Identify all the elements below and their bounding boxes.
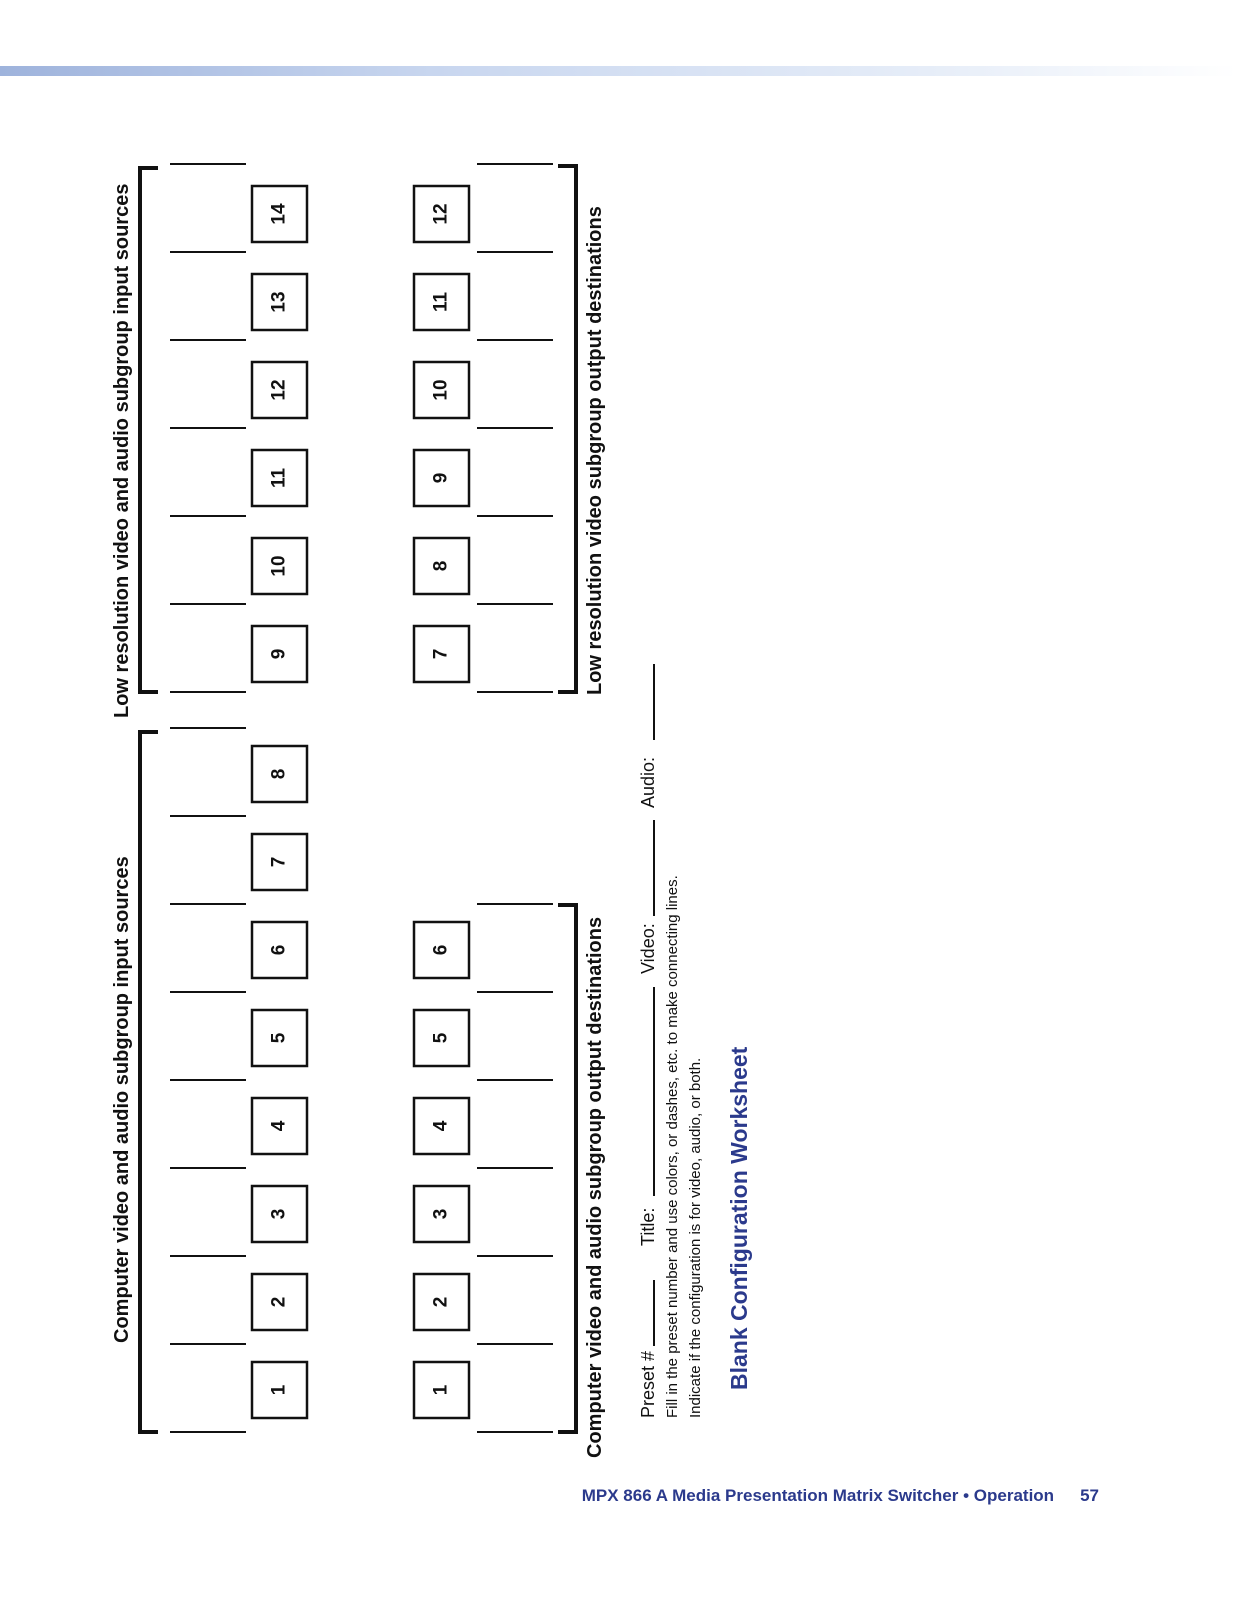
lowres-inputs-bracket xyxy=(140,168,158,692)
input-box-13[interactable] xyxy=(252,274,307,330)
output-number-6: 6 xyxy=(430,944,452,956)
output-number-12: 12 xyxy=(430,203,452,225)
input-number-4: 4 xyxy=(268,1120,290,1132)
output-number-4: 4 xyxy=(430,1120,452,1132)
input-box-14[interactable] xyxy=(252,186,307,242)
input-number-11: 11 xyxy=(268,467,290,489)
output-number-10: 10 xyxy=(430,379,452,401)
page-number: 57 xyxy=(1080,1486,1099,1505)
audio-label: Audio: xyxy=(638,756,658,808)
output-box-2[interactable] xyxy=(414,1274,469,1330)
preset-number-label: Preset # xyxy=(638,1350,658,1418)
instruction-line-1: Fill in the preset number and use colors, or dashes, etc. to make connecting lines. xyxy=(664,875,681,1418)
lowres-outputs-bracket xyxy=(558,166,576,692)
footer-text: MPX 866 A Media Presentation Matrix Switcher • Operation xyxy=(581,1486,1055,1505)
output-number-9: 9 xyxy=(430,472,452,484)
output-box-3[interactable] xyxy=(414,1186,469,1242)
output-number-2: 2 xyxy=(430,1296,452,1308)
input-number-8: 8 xyxy=(268,768,290,780)
input-box-2[interactable] xyxy=(252,1274,307,1330)
input-box-9[interactable] xyxy=(252,626,307,682)
output-number-7: 7 xyxy=(430,648,452,660)
output-box-5[interactable] xyxy=(414,1010,469,1066)
title-label: Title: xyxy=(638,1207,658,1246)
input-box-8[interactable] xyxy=(252,746,307,802)
input-box-6[interactable] xyxy=(252,922,307,978)
input-box-7[interactable] xyxy=(252,834,307,890)
computer-inputs-bracket xyxy=(140,732,158,1432)
output-number-3: 3 xyxy=(430,1208,452,1220)
input-box-4[interactable] xyxy=(252,1098,307,1154)
output-box-6[interactable] xyxy=(414,922,469,978)
input-number-10: 10 xyxy=(268,555,290,577)
input-number-14: 14 xyxy=(268,203,290,225)
computer-inputs-label: Computer video and audio subgroup input sources xyxy=(111,856,133,1343)
input-box-10[interactable] xyxy=(252,538,307,594)
input-number-12: 12 xyxy=(268,379,290,401)
output-number-8: 8 xyxy=(430,560,452,572)
output-box-11[interactable] xyxy=(414,274,469,330)
input-box-11[interactable] xyxy=(252,450,307,506)
output-number-1: 1 xyxy=(430,1384,452,1396)
output-box-1[interactable] xyxy=(414,1362,469,1418)
input-number-7: 7 xyxy=(268,856,290,868)
input-number-1: 1 xyxy=(268,1384,290,1396)
lowres-inputs-label: Low resolution video and audio subgroup input sources xyxy=(111,183,133,718)
lowres-outputs-label: Low resolution video subgroup output destinations xyxy=(584,206,606,695)
input-box-3[interactable] xyxy=(252,1186,307,1242)
output-box-7[interactable] xyxy=(414,626,469,682)
output-number-11: 11 xyxy=(430,291,452,313)
input-box-12[interactable] xyxy=(252,362,307,418)
worksheet-title: Blank Configuration Worksheet xyxy=(726,1046,752,1390)
computer-outputs-bracket xyxy=(558,905,576,1432)
input-box-5[interactable] xyxy=(252,1010,307,1066)
input-number-9: 9 xyxy=(268,648,290,660)
output-box-4[interactable] xyxy=(414,1098,469,1154)
page-footer xyxy=(582,1486,1099,1506)
input-number-5: 5 xyxy=(268,1032,290,1044)
output-box-12[interactable] xyxy=(414,186,469,242)
output-box-8[interactable] xyxy=(414,538,469,594)
input-number-2: 2 xyxy=(268,1296,290,1308)
output-box-9[interactable] xyxy=(414,450,469,506)
video-label: Video: xyxy=(638,923,658,974)
computer-outputs-label: Computer video and audio subgroup output destinations xyxy=(584,916,606,1458)
output-number-5: 5 xyxy=(430,1032,452,1044)
output-box-10[interactable] xyxy=(414,362,469,418)
input-number-3: 3 xyxy=(268,1208,290,1220)
input-box-1[interactable] xyxy=(252,1362,307,1418)
input-number-6: 6 xyxy=(268,944,290,956)
instruction-line-2: Indicate if the configuration is for video, audio, or both. xyxy=(687,1057,704,1418)
input-number-13: 13 xyxy=(268,291,290,313)
